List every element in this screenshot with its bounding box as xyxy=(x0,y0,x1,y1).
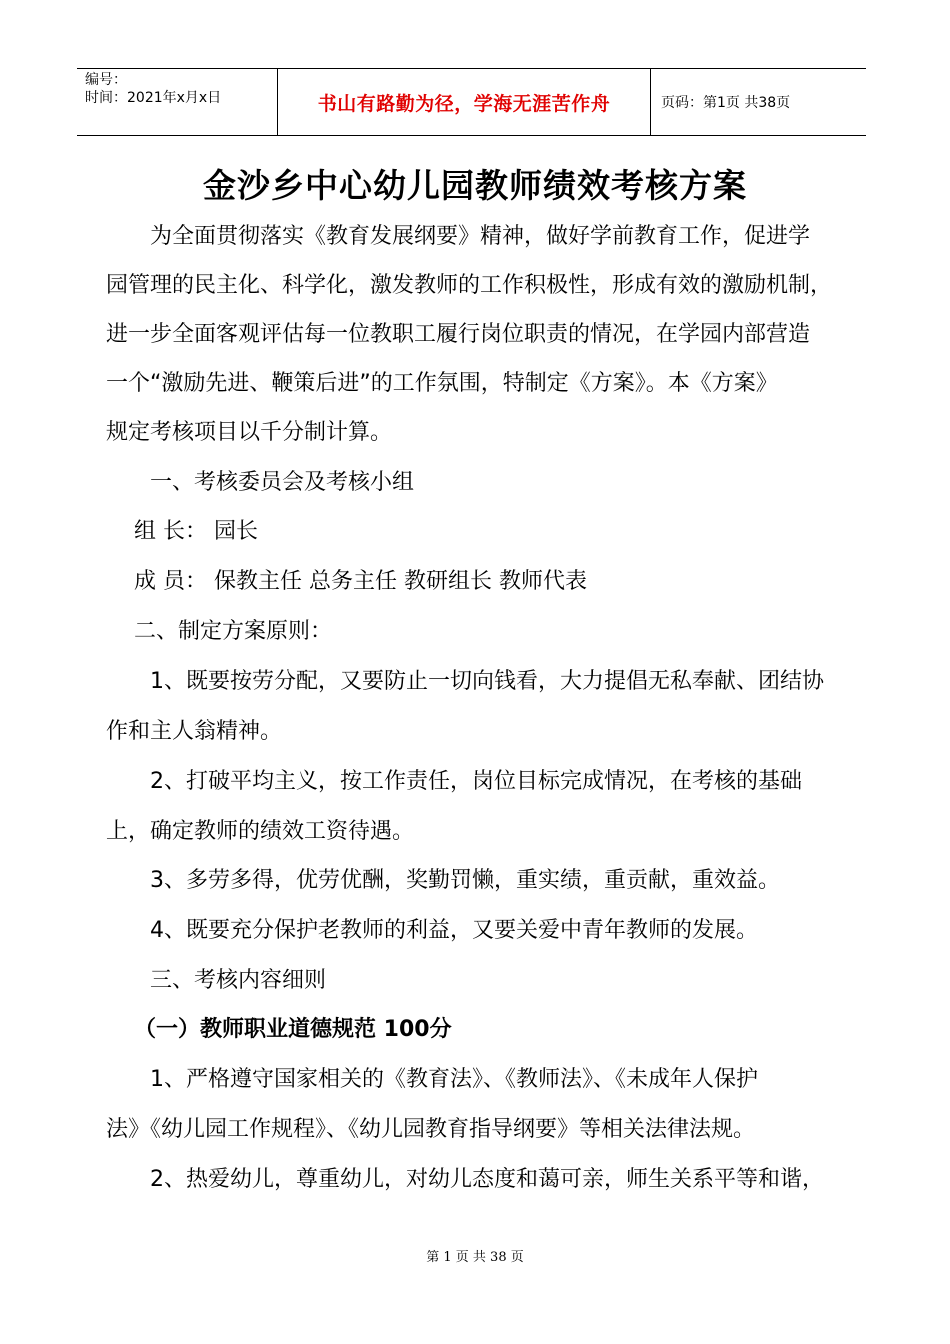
body-line: 4、既要充分保护老教师的利益，又要关爱中青年教师的发展。 xyxy=(150,918,758,943)
section-heading: 二、制定方案原则： xyxy=(134,619,333,644)
header-meta-cell xyxy=(77,69,278,135)
section-heading: 一、考核委员会及考核小组 xyxy=(150,470,415,495)
header-motto-cell xyxy=(278,69,651,135)
number-label: 编号： xyxy=(85,72,127,88)
body-line: 进一步全面客观评估每一位教职工履行岗位职责的情况，在学园内部营造 xyxy=(106,322,811,347)
motto: 书山有路勤为径，学海无涯苦作舟 xyxy=(317,92,611,115)
page-header xyxy=(77,68,866,136)
document-title: 金沙乡中心幼儿园教师绩效考核方案 xyxy=(203,166,747,205)
time-label: 时间：2021年x月x日 xyxy=(85,90,222,106)
committee-leader: 组 长： 园长 xyxy=(134,519,258,544)
body-line: 1、既要按劳分配，又要防止一切向钱看，大力提倡无私奉献、团结协 xyxy=(150,669,824,694)
body-line: 3、多劳多得，优劳优酬，奖勤罚懒，重实绩，重贡献，重效益。 xyxy=(150,868,780,893)
page-code: 页码：第1页 共38页 xyxy=(661,95,791,111)
body-line: 1、严格遵守国家相关的《教育法》、《教师法》、《未成年人保护 xyxy=(150,1067,758,1092)
body-line: 园管理的民主化、科学化，激发教师的工作积极性，形成有效的激励机制， xyxy=(106,273,833,298)
body-line: 规定考核项目以千分制计算。 xyxy=(106,420,393,445)
body-line: 作和主人翁精神。 xyxy=(106,719,283,744)
page-footer: 第 1 页 共 38 页 xyxy=(426,1250,524,1265)
body-line: 一个“激励先进、鞭策后进”的工作氛围，特制定《方案》。本《方案》 xyxy=(106,371,778,396)
body-line: 为全面贯彻落实《教育发展纲要》精神，做好学前教育工作，促进学 xyxy=(150,224,811,249)
subsection-heading: （一）教师职业道德规范 100分 xyxy=(134,1017,452,1042)
header-page-cell xyxy=(651,69,866,135)
body-line: 上，确定教师的绩效工资待遇。 xyxy=(106,819,415,844)
body-line: 法》《幼儿园工作规程》、《幼儿园教育指导纲要》等相关法律法规。 xyxy=(106,1117,756,1142)
body-line: 2、打破平均主义，按工作责任，岗位目标完成情况，在考核的基础 xyxy=(150,769,802,794)
body-line: 2、热爱幼儿，尊重幼儿，对幼儿态度和蔼可亲，师生关系平等和谐， xyxy=(150,1167,824,1192)
committee-members: 成 员： 保教主任 总务主任 教研组长 教师代表 xyxy=(134,569,587,594)
section-heading: 三、考核内容细则 xyxy=(150,968,327,993)
